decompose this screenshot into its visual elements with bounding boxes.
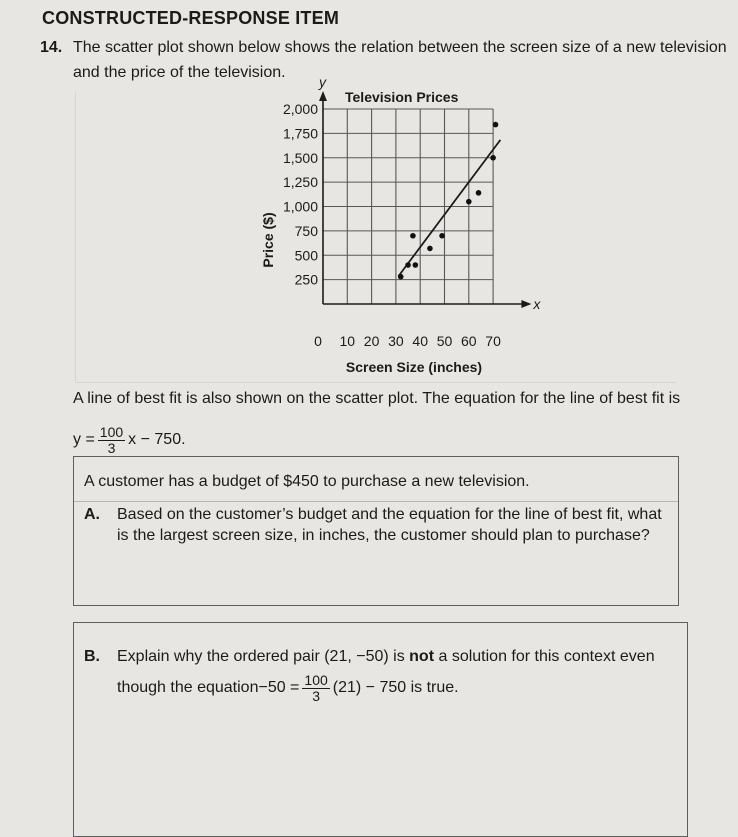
part-b-line2-pre: though the equation xyxy=(117,679,259,696)
question-text-line-2: and the price of the television. xyxy=(73,64,286,81)
part-b-answer-area[interactable] xyxy=(90,712,680,822)
part-a-answer-area[interactable] xyxy=(84,556,669,598)
best-fit-equation xyxy=(73,420,186,460)
budget-text: A customer has a budget of $450 to purchase a new television. xyxy=(84,473,530,490)
divider xyxy=(74,501,678,502)
y-tick-label: 1,000 xyxy=(282,198,318,215)
x-tick-label: 20 xyxy=(363,333,380,349)
x-axis-arrow xyxy=(521,300,531,308)
equation-fraction xyxy=(98,425,125,455)
x-tick-label: 70 xyxy=(485,333,501,349)
data-point xyxy=(427,246,433,252)
y-axis-letter: y xyxy=(319,74,326,90)
part-b-question-line-2 xyxy=(117,668,459,708)
part-b-line1-post: a solution for this context even xyxy=(434,648,655,665)
part-a-question-line-1: Based on the customer’s budget and the equation for the line of best fit, what xyxy=(117,506,662,523)
equation-denominator: 3 xyxy=(107,439,116,456)
scatter-plot xyxy=(0,0,738,400)
y-tick-label: 1,750 xyxy=(282,125,318,142)
y-axis-title: Price ($) xyxy=(260,212,276,268)
chart-title: Television Prices xyxy=(345,89,459,105)
part-b-line1-pre: Explain why the ordered pair (21, −50) is xyxy=(117,648,410,665)
best-fit-description: A line of best fit is also shown on the scatter plot. The equation for the line of best fit is xyxy=(73,390,681,407)
equation-numerator: 100 xyxy=(99,423,124,440)
data-point xyxy=(439,233,445,239)
data-point xyxy=(476,190,482,196)
y-tick-label: 750 xyxy=(294,222,318,239)
question-text-line-1: The scatter plot shown below shows the relation between the screen size of a new television xyxy=(73,39,727,56)
question-number: 14. xyxy=(40,39,63,56)
x-axis-title: Screen Size (inches) xyxy=(345,359,483,375)
y-tick-label: 500 xyxy=(294,247,318,264)
part-a-label: A. xyxy=(84,506,100,523)
data-point xyxy=(493,122,499,128)
y-axis-arrow xyxy=(319,91,327,101)
data-point xyxy=(410,233,416,239)
part-b-denominator: 3 xyxy=(312,687,320,704)
y-tick-label: 1,250 xyxy=(282,174,318,191)
equation-rhs: x − 750. xyxy=(128,431,186,448)
x-tick-label: 60 xyxy=(461,333,477,349)
part-b-question-line-1 xyxy=(117,648,655,666)
x-tick-label: 10 xyxy=(339,333,356,349)
data-point xyxy=(413,262,419,268)
y-tick-label: 2,000 xyxy=(282,101,318,117)
equation-lhs: y = xyxy=(73,431,95,448)
part-a-question-line-2: is the largest screen size, in inches, the customer should plan to purchase? xyxy=(117,527,650,544)
x-tick-label: 50 xyxy=(436,333,453,349)
section-header: CONSTRUCTED-RESPONSE ITEM xyxy=(42,8,340,28)
y-tick-label: 250 xyxy=(294,271,318,288)
x-axis-letter: x xyxy=(533,296,541,312)
data-point xyxy=(398,274,404,280)
data-point xyxy=(405,262,411,268)
line-of-best-fit xyxy=(398,140,500,276)
origin-label: 0 xyxy=(314,333,322,349)
y-tick-label: 1,500 xyxy=(282,149,318,166)
part-b-emphasis: not xyxy=(409,648,435,665)
part-b-fraction xyxy=(302,673,329,703)
x-tick-label: 40 xyxy=(412,333,428,349)
x-tick-label: 30 xyxy=(388,333,404,349)
part-b-label: B. xyxy=(84,648,100,665)
data-point xyxy=(490,155,496,161)
part-b-numerator: 100 xyxy=(304,671,328,688)
data-point xyxy=(466,199,472,205)
part-b-line2-post: (21) − 750 is true. xyxy=(332,679,459,696)
part-b-equation-lhs: −50 = xyxy=(258,679,300,696)
